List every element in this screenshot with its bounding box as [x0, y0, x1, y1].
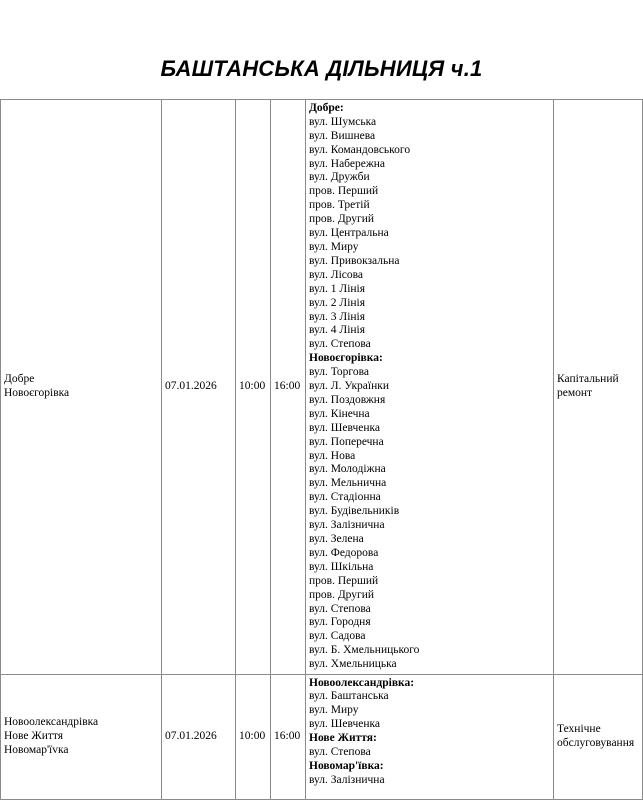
schedule-table: [0, 99, 643, 800]
settlement-group-header: Новоєгорівка:: [309, 352, 383, 365]
settlements-cell: [1, 675, 162, 800]
street-item: вул. 2 Лінія: [309, 296, 366, 309]
time-from-cell: 10:00: [236, 675, 271, 800]
street-item: пров. Третій: [309, 199, 370, 212]
time-to-cell: 16:00: [271, 675, 306, 800]
street-item: вул. Поперечна: [309, 435, 384, 448]
work-type-text: обслуговування: [557, 737, 635, 749]
street-item: вул. Шевченка: [309, 421, 381, 434]
work-type-text: Капітальний: [557, 373, 619, 386]
street-item: вул. Набережна: [309, 157, 386, 170]
settlements-cell: [1, 100, 162, 675]
work-type-text: Технічне: [557, 723, 601, 736]
settlement-name: Новоєгорівка: [4, 387, 70, 399]
settlement-group-header: Новоолександрівка:: [309, 676, 415, 689]
street-item: вул. Нова: [309, 449, 356, 462]
street-item: вул. Командовського: [309, 143, 411, 156]
street-item: вул. Лісова: [309, 268, 364, 281]
schedule-table-body: [1, 100, 643, 800]
street-item: пров. Другий: [309, 213, 375, 226]
street-item: вул. Шкільна: [309, 560, 374, 573]
street-item: вул. Степова: [309, 602, 371, 615]
work-type-cell: [554, 100, 643, 675]
street-item: вул. Залізнична: [309, 519, 385, 532]
street-item: вул. Центральна: [309, 227, 389, 240]
street-item: вул. Залізнична: [309, 773, 385, 786]
street-item: вул. Степова: [309, 746, 371, 759]
street-item: вул. Стадіонна: [309, 491, 381, 504]
street-item: вул. Торгова: [309, 366, 369, 379]
settlement-group-header: Добре:: [309, 101, 344, 114]
street-item: вул. Федорова: [309, 546, 379, 559]
street-item: пров. Перший: [309, 185, 379, 198]
work-type-text: ремонт: [557, 387, 593, 399]
settlement-group-header: Нове Життя:: [309, 732, 377, 745]
street-item: вул. Л. Українки: [309, 380, 389, 393]
street-item: вул. 4 Лінія: [309, 324, 366, 337]
table-row: [1, 100, 643, 675]
street-item: вул. Миру: [309, 704, 359, 717]
streets-list: [309, 677, 550, 798]
street-item: вул. Мельнична: [309, 477, 387, 490]
street-item: вул. Городня: [309, 616, 371, 629]
street-item: вул. Садова: [309, 630, 366, 643]
settlement-name: Новоолександрівка: [4, 716, 99, 729]
street-item: вул. Миру: [309, 240, 359, 253]
work-type-cell: [554, 675, 643, 800]
street-item: вул. Шумська: [309, 115, 377, 128]
page-title: БАШТАНСЬКА ДІЛЬНИЦЯ ч.1: [160, 56, 483, 81]
street-item: вул. Баштанська: [309, 690, 389, 703]
settlement-group-header: Новомар'ївка:: [309, 759, 384, 772]
street-item: вул. Привокзальна: [309, 254, 400, 267]
street-item: вул. Дружби: [309, 171, 370, 184]
street-item: вул. 1 Лінія: [309, 282, 366, 295]
date-cell: 07.01.2026: [162, 675, 236, 800]
street-item: вул. Хмельницька: [309, 658, 397, 671]
street-item: вул. Молодіжна: [309, 463, 386, 476]
street-item: вул. Вишнева: [309, 129, 376, 142]
settlement-name: Новомар'їvка: [4, 743, 69, 756]
table-row: [1, 675, 643, 800]
streets-cell: [306, 100, 554, 675]
street-item: вул. Б. Хмельницького: [309, 644, 420, 657]
time-from-cell: 10:00: [236, 100, 271, 675]
date-cell: 07.01.2026: [162, 100, 236, 675]
time-to-cell: 16:00: [271, 100, 306, 675]
street-item: пров. Другий: [309, 588, 375, 601]
street-item: пров. Перший: [309, 574, 379, 587]
streets-list: [309, 102, 550, 672]
street-item: вул. Поздовжня: [309, 393, 386, 406]
streets-cell: [306, 675, 554, 800]
settlement-name: Добре: [4, 373, 35, 386]
street-item: вул. Кінечна: [309, 407, 370, 420]
street-item: вул. Зелена: [309, 533, 364, 546]
street-item: вул. 3 Лінія: [309, 310, 366, 323]
street-item: вул. Шевченка: [309, 718, 381, 731]
settlement-name: Нове Життя: [4, 730, 64, 743]
street-item: вул. Будівельників: [309, 505, 400, 518]
street-item: вул. Степова: [309, 338, 371, 351]
